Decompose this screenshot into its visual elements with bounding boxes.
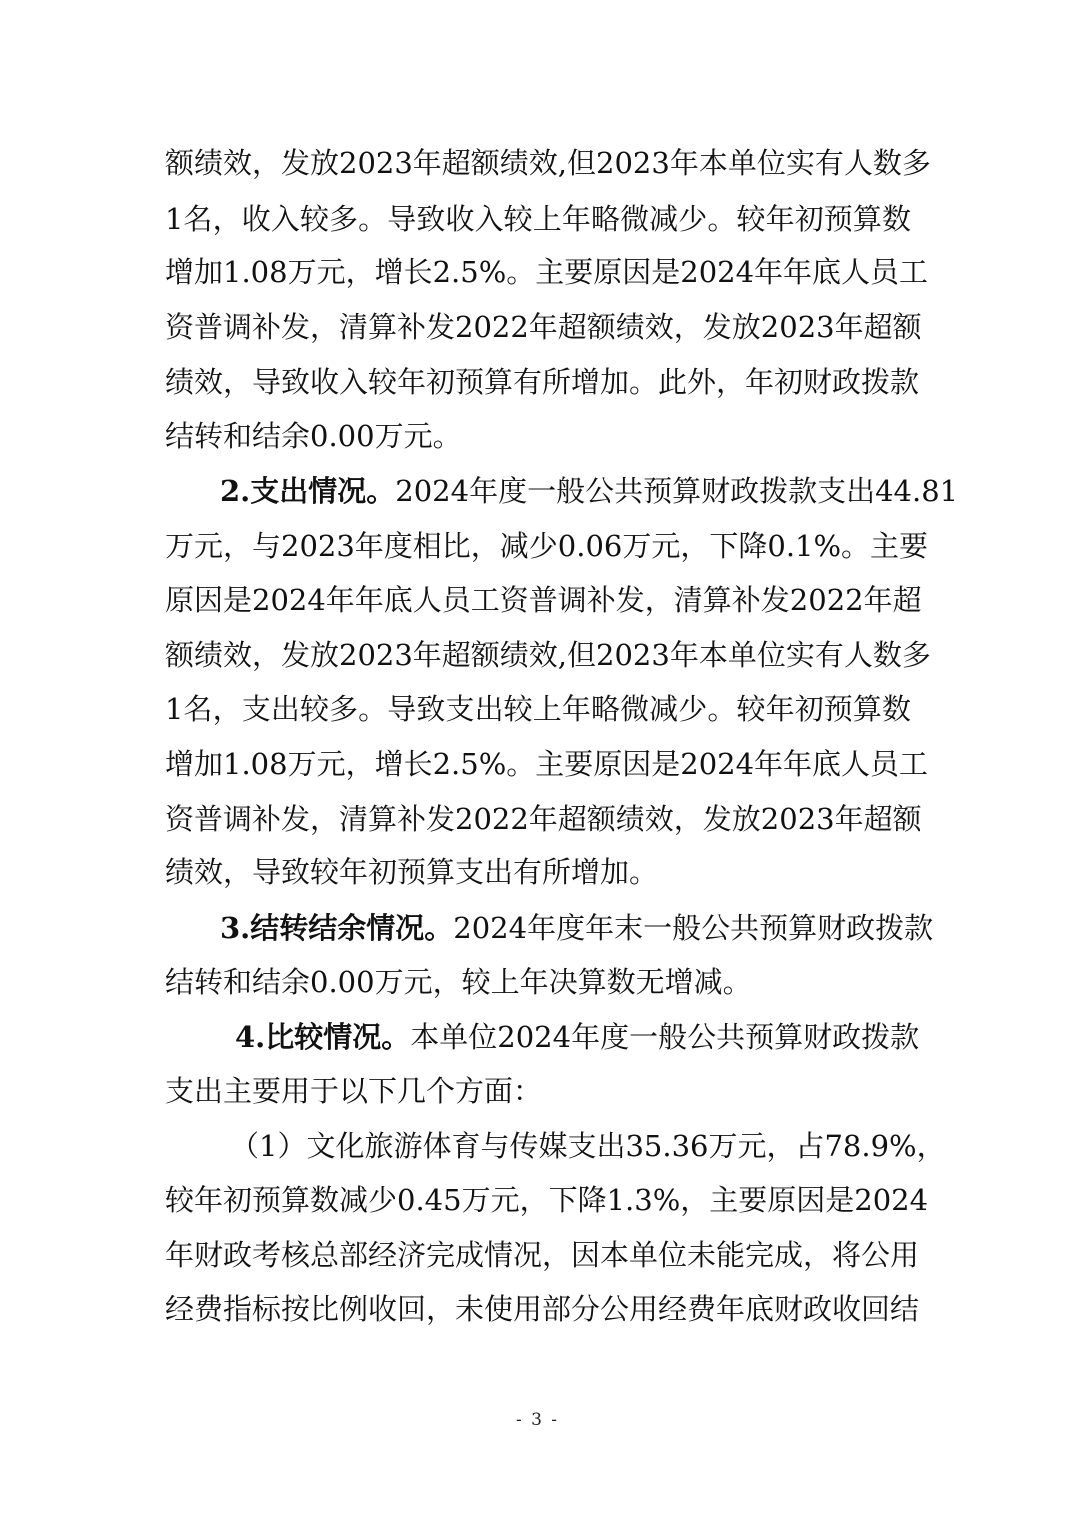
paragraph-line: 1名，支出较多。导致支出较上年略微减少。较年初预算数 bbox=[165, 692, 911, 726]
paragraph-line: 资普调补发，清算补发2022年超额绩效，发放2023年超额 bbox=[165, 802, 922, 836]
section-3-text: 2024年度年末一般公共预算财政拨款 bbox=[453, 911, 934, 945]
paragraph-line: 额绩效，发放2023年超额绩效,但2023年本单位实有人数多 bbox=[165, 146, 931, 180]
section-2-first-line bbox=[220, 471, 959, 511]
section-4-first-line bbox=[235, 1017, 920, 1057]
section-4-text: 本单位2024年度一般公共预算财政拨款 bbox=[410, 1020, 920, 1054]
section-2-text: 2024年度一般公共预算财政拨款支出44.81 bbox=[395, 474, 959, 508]
section-2-heading: 2.支出情况。 bbox=[220, 474, 396, 508]
section-3-first-line bbox=[220, 908, 934, 948]
section-4-heading: 4.比较情况。 bbox=[235, 1020, 411, 1054]
section-3-heading: 3.结转结余情况。 bbox=[220, 911, 454, 945]
paragraph-line: 支出主要用于以下几个方面： bbox=[165, 1074, 543, 1108]
paragraph-line: 经费指标按比例收回，未使用部分公用经费年底财政收回结 bbox=[165, 1292, 920, 1326]
item-1-first-line: （1）文化旅游体育与传媒支出35.36万元，占78.9%， bbox=[230, 1129, 946, 1163]
paragraph-line: 绩效，导致较年初预算支出有所增加。 bbox=[165, 855, 659, 889]
paragraph-line: 较年初预算数减少0.45万元，下降1.3%，主要原因是2024 bbox=[165, 1183, 929, 1217]
paragraph-line: 绩效，导致收入较年初预算有所增加。此外，年初财政拨款 bbox=[165, 365, 920, 399]
paragraph-line: 增加1.08万元，增长2.5%。主要原因是2024年年底人员工 bbox=[165, 255, 929, 289]
paragraph-line: 增加1.08万元，增长2.5%。主要原因是2024年年底人员工 bbox=[165, 747, 929, 781]
paragraph-line: 1名，收入较多。导致收入较上年略微减少。较年初预算数 bbox=[165, 202, 911, 236]
paragraph-line: 资普调补发，清算补发2022年超额绩效，发放2023年超额 bbox=[165, 310, 922, 344]
paragraph-line: 原因是2024年年底人员工资普调补发，清算补发2022年超 bbox=[165, 583, 922, 617]
paragraph-line: 结转和结余0.00万元。 bbox=[165, 419, 462, 453]
paragraph-line: 额绩效，发放2023年超额绩效,但2023年本单位实有人数多 bbox=[165, 638, 931, 672]
paragraph-line: 万元，与2023年度相比，减少0.06万元，下降0.1%。主要 bbox=[165, 529, 929, 563]
paragraph-line: 年财政考核总部经济完成情况，因本单位未能完成，将公用 bbox=[165, 1238, 920, 1272]
paragraph-line: 结转和结余0.00万元，较上年决算数无增减。 bbox=[165, 965, 752, 999]
page-number: - 3 - bbox=[515, 1410, 560, 1430]
